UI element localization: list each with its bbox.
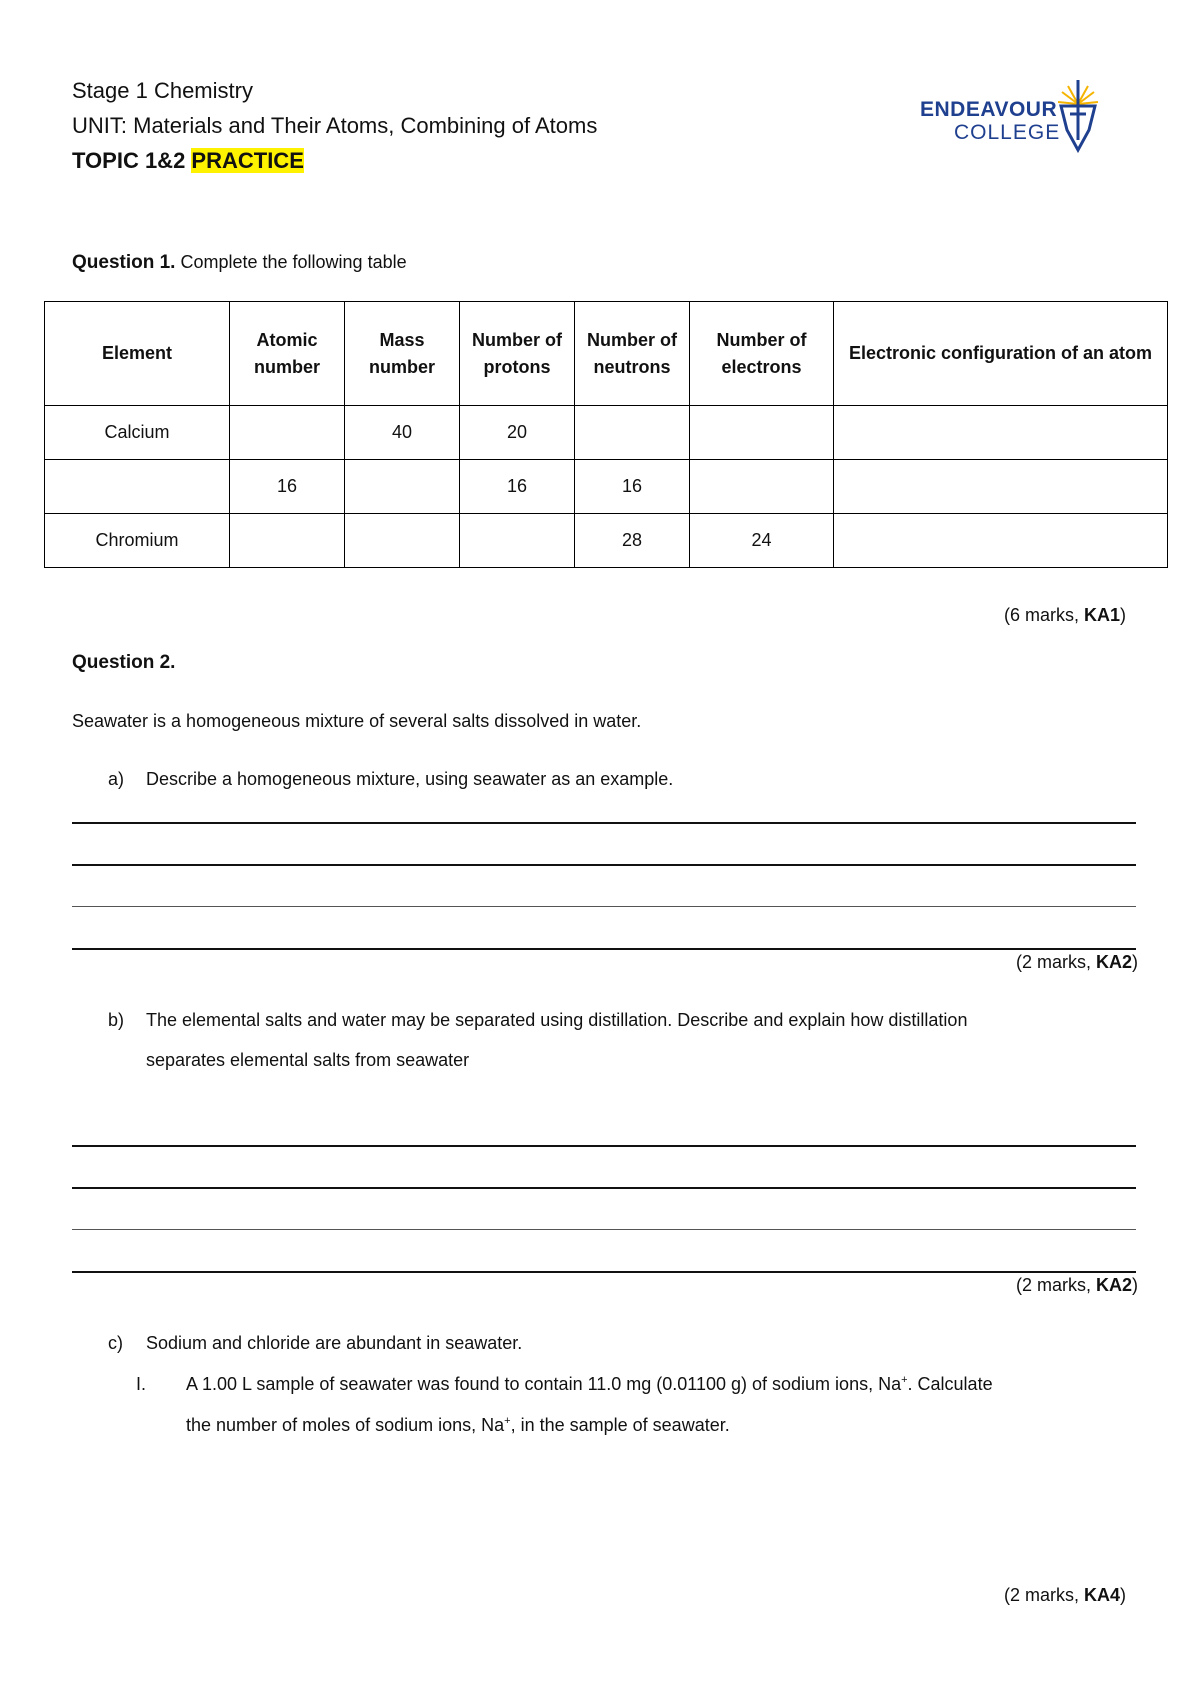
marks-suffix: ) xyxy=(1132,1275,1138,1295)
cell-configuration[interactable] xyxy=(834,406,1168,460)
cell-element[interactable]: Chromium xyxy=(45,514,230,568)
cell-neutrons[interactable]: 28 xyxy=(575,514,690,568)
college-logo xyxy=(920,78,1100,153)
q2a-label: a) xyxy=(108,769,125,789)
cell-mass-number[interactable]: 40 xyxy=(345,406,460,460)
marks-code: KA2 xyxy=(1095,1275,1132,1295)
marks-suffix: ) xyxy=(1120,1585,1126,1605)
topic-highlight: PRACTICE xyxy=(191,148,304,173)
topic-prefix: TOPIC 1&2 xyxy=(72,148,192,173)
answer-line[interactable] xyxy=(72,864,1136,866)
table-header-row xyxy=(45,302,1168,406)
logo-text-endeavour: ENDEAVOUR xyxy=(920,98,1058,121)
cell-element[interactable] xyxy=(45,460,230,514)
cell-protons[interactable]: 20 xyxy=(460,406,575,460)
q2a-text: Describe a homogeneous mixture, using seawater as an example. xyxy=(146,769,674,789)
cell-configuration[interactable] xyxy=(834,460,1168,514)
q2b-text-line2: separates elemental salts from seawater xyxy=(146,1050,470,1070)
q2ci-marks xyxy=(1004,1585,1126,1606)
answer-line[interactable] xyxy=(72,822,1136,824)
q2c-label: c) xyxy=(108,1333,123,1353)
course-title: Stage 1 Chemistry xyxy=(72,78,253,103)
charge-sup: + xyxy=(901,1374,908,1386)
q2ci-text-line1 xyxy=(186,1374,993,1395)
q2b-text-line1: The elemental salts and water may be separated using distillation. Describe and explain how distillation xyxy=(146,1010,968,1030)
q2a-marks xyxy=(1016,952,1138,973)
cell-mass-number[interactable] xyxy=(345,460,460,514)
marks-prefix: (2 marks, xyxy=(1003,1585,1084,1605)
marks-prefix: (2 marks, xyxy=(1015,952,1096,972)
header-configuration: Electronic configuration of an atom xyxy=(834,302,1168,406)
header-element: Element xyxy=(45,302,230,406)
q2ci-text-line2 xyxy=(186,1415,730,1436)
header-mass-number: Mass number xyxy=(345,302,460,406)
q2ci-label: I. xyxy=(136,1374,147,1394)
q2c-text: Sodium and chloride are abundant in seawater. xyxy=(146,1333,523,1353)
table-row xyxy=(45,460,1168,514)
marks-prefix: (2 marks, xyxy=(1015,1275,1096,1295)
answer-line[interactable] xyxy=(72,1271,1136,1273)
answer-line[interactable] xyxy=(72,906,1136,907)
cell-atomic-number[interactable] xyxy=(230,406,345,460)
q2ci-line1-start: A 1.00 L sample of seawater was found to contain 11.0 mg (0.01100 g) of sodium ions, Na xyxy=(186,1374,902,1394)
q1-heading xyxy=(72,252,407,274)
q2b-label: b) xyxy=(108,1010,125,1030)
answer-line[interactable] xyxy=(72,1229,1136,1230)
marks-code: KA2 xyxy=(1095,952,1132,972)
q2ci-line1-end: . Calculate xyxy=(907,1374,993,1394)
cell-element[interactable]: Calcium xyxy=(45,406,230,460)
cell-mass-number[interactable] xyxy=(345,514,460,568)
cell-electrons[interactable]: 24 xyxy=(690,514,834,568)
marks-code: KA1 xyxy=(1083,605,1120,625)
marks-suffix: ) xyxy=(1120,605,1126,625)
header-neutrons: Number of neutrons xyxy=(575,302,690,406)
cell-configuration[interactable] xyxy=(834,514,1168,568)
q1-marks xyxy=(1004,605,1126,626)
header-electrons: Number of electrons xyxy=(690,302,834,406)
q2b-marks xyxy=(1016,1275,1138,1296)
q2ci-line2-end: , in the sample of seawater. xyxy=(510,1415,730,1435)
answer-line[interactable] xyxy=(72,1145,1136,1147)
answer-line[interactable] xyxy=(72,1187,1136,1189)
header-protons: Number of protons xyxy=(460,302,575,406)
unit-title: UNIT: Materials and Their Atoms, Combining of Atoms xyxy=(72,113,598,138)
logo-text-college: COLLEGE xyxy=(954,121,1061,144)
cell-neutrons[interactable] xyxy=(575,406,690,460)
cell-atomic-number[interactable]: 16 xyxy=(230,460,345,514)
q1-prompt: Complete the following table xyxy=(175,252,407,272)
marks-suffix: ) xyxy=(1132,952,1138,972)
marks-code: KA4 xyxy=(1083,1585,1120,1605)
header-atomic-number: Atomic number xyxy=(230,302,345,406)
cell-electrons[interactable] xyxy=(690,460,834,514)
answer-line[interactable] xyxy=(72,948,1136,950)
table-row xyxy=(45,406,1168,460)
marks-prefix: (6 marks, xyxy=(1003,605,1084,625)
q1-table xyxy=(44,301,1168,568)
charge-sup: + xyxy=(504,1415,511,1427)
q2-intro: Seawater is a homogeneous mixture of several salts dissolved in water. xyxy=(72,711,642,731)
q1-title: Question 1. xyxy=(72,252,176,273)
q2ci-line2-start: the number of moles of sodium ions, Na xyxy=(186,1415,505,1435)
cell-protons[interactable] xyxy=(460,514,575,568)
cell-electrons[interactable] xyxy=(690,406,834,460)
q2-title: Question 2. xyxy=(72,652,176,673)
cell-atomic-number[interactable] xyxy=(230,514,345,568)
topic-title xyxy=(72,148,304,174)
cell-neutrons[interactable]: 16 xyxy=(575,460,690,514)
logo-shield-icon xyxy=(1056,78,1100,153)
cell-protons[interactable]: 16 xyxy=(460,460,575,514)
table-row xyxy=(45,514,1168,568)
